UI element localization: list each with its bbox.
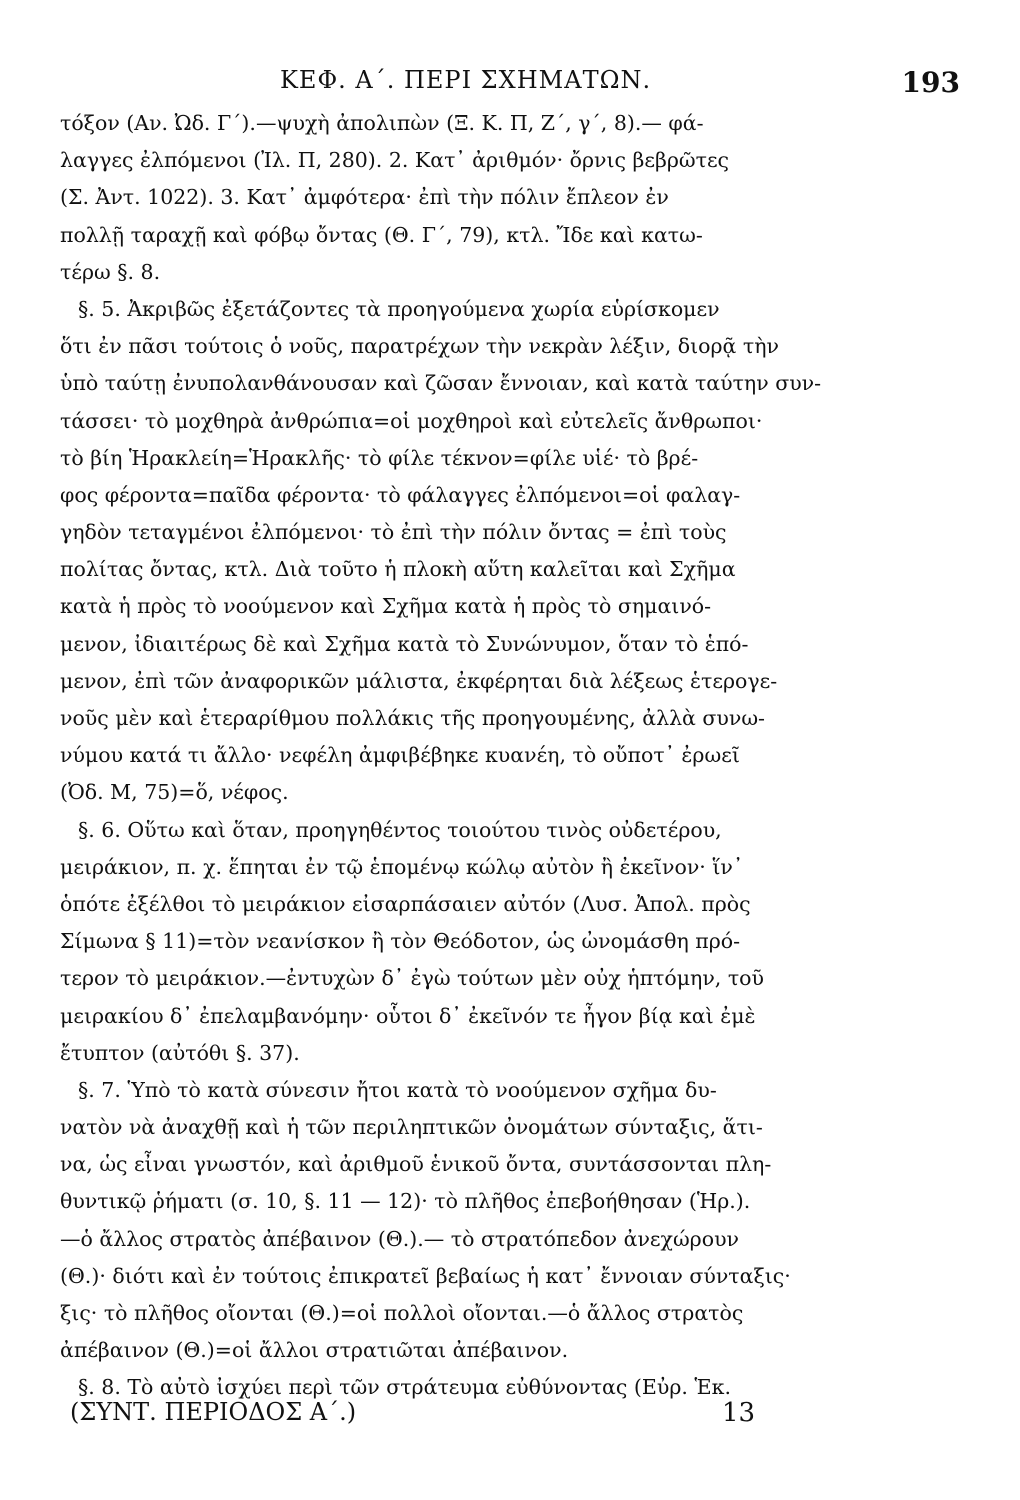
text-line: κατὰ ἡ πρὸς τὸ νοούμενον καὶ Σχῆμα κατὰ ἡ πρὸς τὸ σημαινό-: [60, 594, 712, 619]
text-line: τερον τὸ μειράκιον.—ἐντυχὼν δ᾽ ἐγὼ τούτων μὲν οὐχ ἡπτόμην, τοῦ: [60, 966, 764, 991]
text-line: Σίμωνα § 11)=τὸν νεανίσκον ἢ τὸν Θεόδοτον, ὡς ὠνομάσθη πρό-: [60, 929, 741, 954]
text-line: μενον, ἰδιαιτέρως δὲ καὶ Σχῆμα κατὰ τὸ Συνώνυμον, ὅταν τὸ ἑπό-: [60, 631, 749, 656]
text-line: §. 7. Ὑπὸ τὸ κατὰ σύνεσιν ἤτοι κατὰ τὸ νοούμενον σχῆμα δυ-: [78, 1077, 717, 1102]
text-line: μειρακίου δ᾽ ἐπελαμβανόμην· οὗτοι δ᾽ ἐκεῖνόν τε ἦγον βίᾳ καὶ ἐμὲ: [60, 1003, 756, 1028]
text-line: (Θ.)· διότι καὶ ἐν τούτοις ἐπικρατεῖ βεβαίως ἡ κατ᾽ ἔννοιαν σύνταξις·: [60, 1263, 791, 1288]
running-title: ΚΕΦ. Α΄. ΠΕΡΙ ΣΧΗΜΑΤΩΝ.: [280, 66, 652, 94]
text-line: να, ὡς εἶναι γνωστόν, καὶ ἀριθμοῦ ἑνικοῦ ὄντα, συντάσσονται πλη-: [60, 1152, 772, 1177]
text-line: νύμου κατά τι ἄλλο· νεφέλη ἀμφιβέβηκε κυανέη, τὸ οὔποτ᾽ ἐρωεῖ: [60, 743, 740, 768]
text-line: μειράκιον, π. χ. ἕπηται ἐν τῷ ἑπομένῳ κώλῳ αὐτὸν ἢ ἐκεῖνον· ἵν᾽: [60, 854, 744, 879]
text-line: φος φέροντα=παῖδα φέροντα· τὸ φάλαγγες ἐλπόμενοι=οἱ φαλαγ-: [60, 482, 741, 507]
text-line: πολίτας ὄντας, κτλ. Διὰ τοῦτο ἡ πλοκὴ αὕτη καλεῖται καὶ Σχῆμα: [60, 557, 736, 582]
body-text: [60, 105, 860, 1407]
text-line: (Ὀδ. Μ, 75)=ὅ, νέφος.: [60, 780, 289, 805]
text-line: ἀπέβαινον (Θ.)=οἱ ἄλλοι στρατιῶται ἀπέβαινον.: [60, 1338, 569, 1363]
text-line: §. 6. Οὕτω καὶ ὅταν, προηγηθέντος τοιούτου τινὸς οὐδετέρου,: [78, 817, 722, 842]
signature-number: 13: [722, 1398, 756, 1428]
page-footer: [60, 1398, 860, 1438]
text-line: ξις· τὸ πλῆθος οἴονται (Θ.)=οἱ πολλοὶ οἴονται.—ὁ ἄλλος στρατὸς: [60, 1301, 744, 1325]
text-line: §. 5. Ἀκριβῶς ἐξετάζοντες τὰ προηγούμενα χωρία εὑρίσκομεν: [78, 296, 720, 321]
text-line: ὁπότε ἐξέλθοι τὸ μειράκιον εἰσαρπάσαιεν αὐτόν (Λυσ. Ἀπολ. πρὸς: [60, 891, 751, 916]
text-line: νοῦς μὲν καὶ ἑτεραρίθμου πολλάκις τῆς προηγουμένης, ἀλλὰ συνω-: [60, 706, 765, 730]
text-line: πολλῇ ταραχῇ καὶ φόβῳ ὄντας (Θ. Γ΄, 79), κτλ. Ἴδε καὶ κατω-: [60, 222, 703, 247]
text-line: —ὁ ἄλλος στρατὸς ἀπέβαινον (Θ.).— τὸ στρατόπεδον ἀνεχώρουν: [60, 1226, 739, 1251]
text-line: τάσσει· τὸ μοχθηρὰ ἀνθρώπια=οἱ μοχθηροὶ καὶ εὐτελεῖς ἄνθρωποι·: [60, 408, 763, 433]
text-line: τὸ βίη Ἡρακλείη=Ἡρακλῆς· τὸ φίλε τέκνον=φίλε υἱέ· τὸ βρέ-: [60, 445, 699, 470]
text-line: §. 8. Τὸ αὐτὸ ἰσχύει περὶ τῶν στράτευμα εὐθύνοντας (Εὐρ. Ἑκ.: [78, 1375, 731, 1400]
text-line: γηδὸν τεταγμένοι ἐλπόμενοι· τὸ ἐπὶ τὴν πόλιν ὄντας = ἐπὶ τοὺς: [60, 520, 727, 545]
signature-mark: (ΣΥΝΤ. ΠΕΡΙΟΔΟΣ Α΄.): [70, 1398, 357, 1426]
text-line: τέρω §. 8.: [60, 259, 161, 284]
text-line: τόξον (Αν. Ὠδ. Γ΄).—ψυχὴ ἀπολιπὼν (Ξ. Κ. Π, Ζ΄, γ΄, 8).— φά-: [60, 111, 704, 135]
text-line: ἔτυπτον (αὐτόθι §. 37).: [60, 1040, 300, 1065]
text-line: λαγγες ἐλπόμενοι (Ἰλ. Π, 280). 2. Κατ᾽ ἀριθμόν· ὄρνις βεβρῶτες: [60, 148, 730, 173]
text-line: ὑπὸ ταύτῃ ἐνυπολανθάνουσαν καὶ ζῶσαν ἔννοιαν, καὶ κατὰ ταύτην συν-: [60, 371, 822, 396]
text-line: (Σ. Ἀντ. 1022). 3. Κατ᾽ ἀμφότερα· ἐπὶ τὴν πόλιν ἔπλεον ἐν: [60, 185, 669, 210]
page-number: 193: [901, 66, 960, 99]
text-line: μενον, ἐπὶ τῶν ἀναφορικῶν μάλιστα, ἐκφέρηται διὰ λέξεως ἑτερογε-: [60, 668, 778, 693]
text-line: ὅτι ἐν πᾶσι τούτοις ὁ νοῦς, παρατρέχων τὴν νεκρὰν λέξιν, διορᾷ τὴν: [60, 334, 779, 359]
text-line: νατὸν νὰ ἀναχθῇ καὶ ἡ τῶν περιληπτικῶν ὀνομάτων σύνταξις, ἅτι-: [60, 1115, 763, 1140]
text-line: θυντικῷ ῥήματι (σ. 10, §. 11 — 12)· τὸ πλῆθος ἐπεβοήθησαν (Ἡρ.).: [60, 1189, 751, 1214]
page-header: [60, 66, 960, 106]
